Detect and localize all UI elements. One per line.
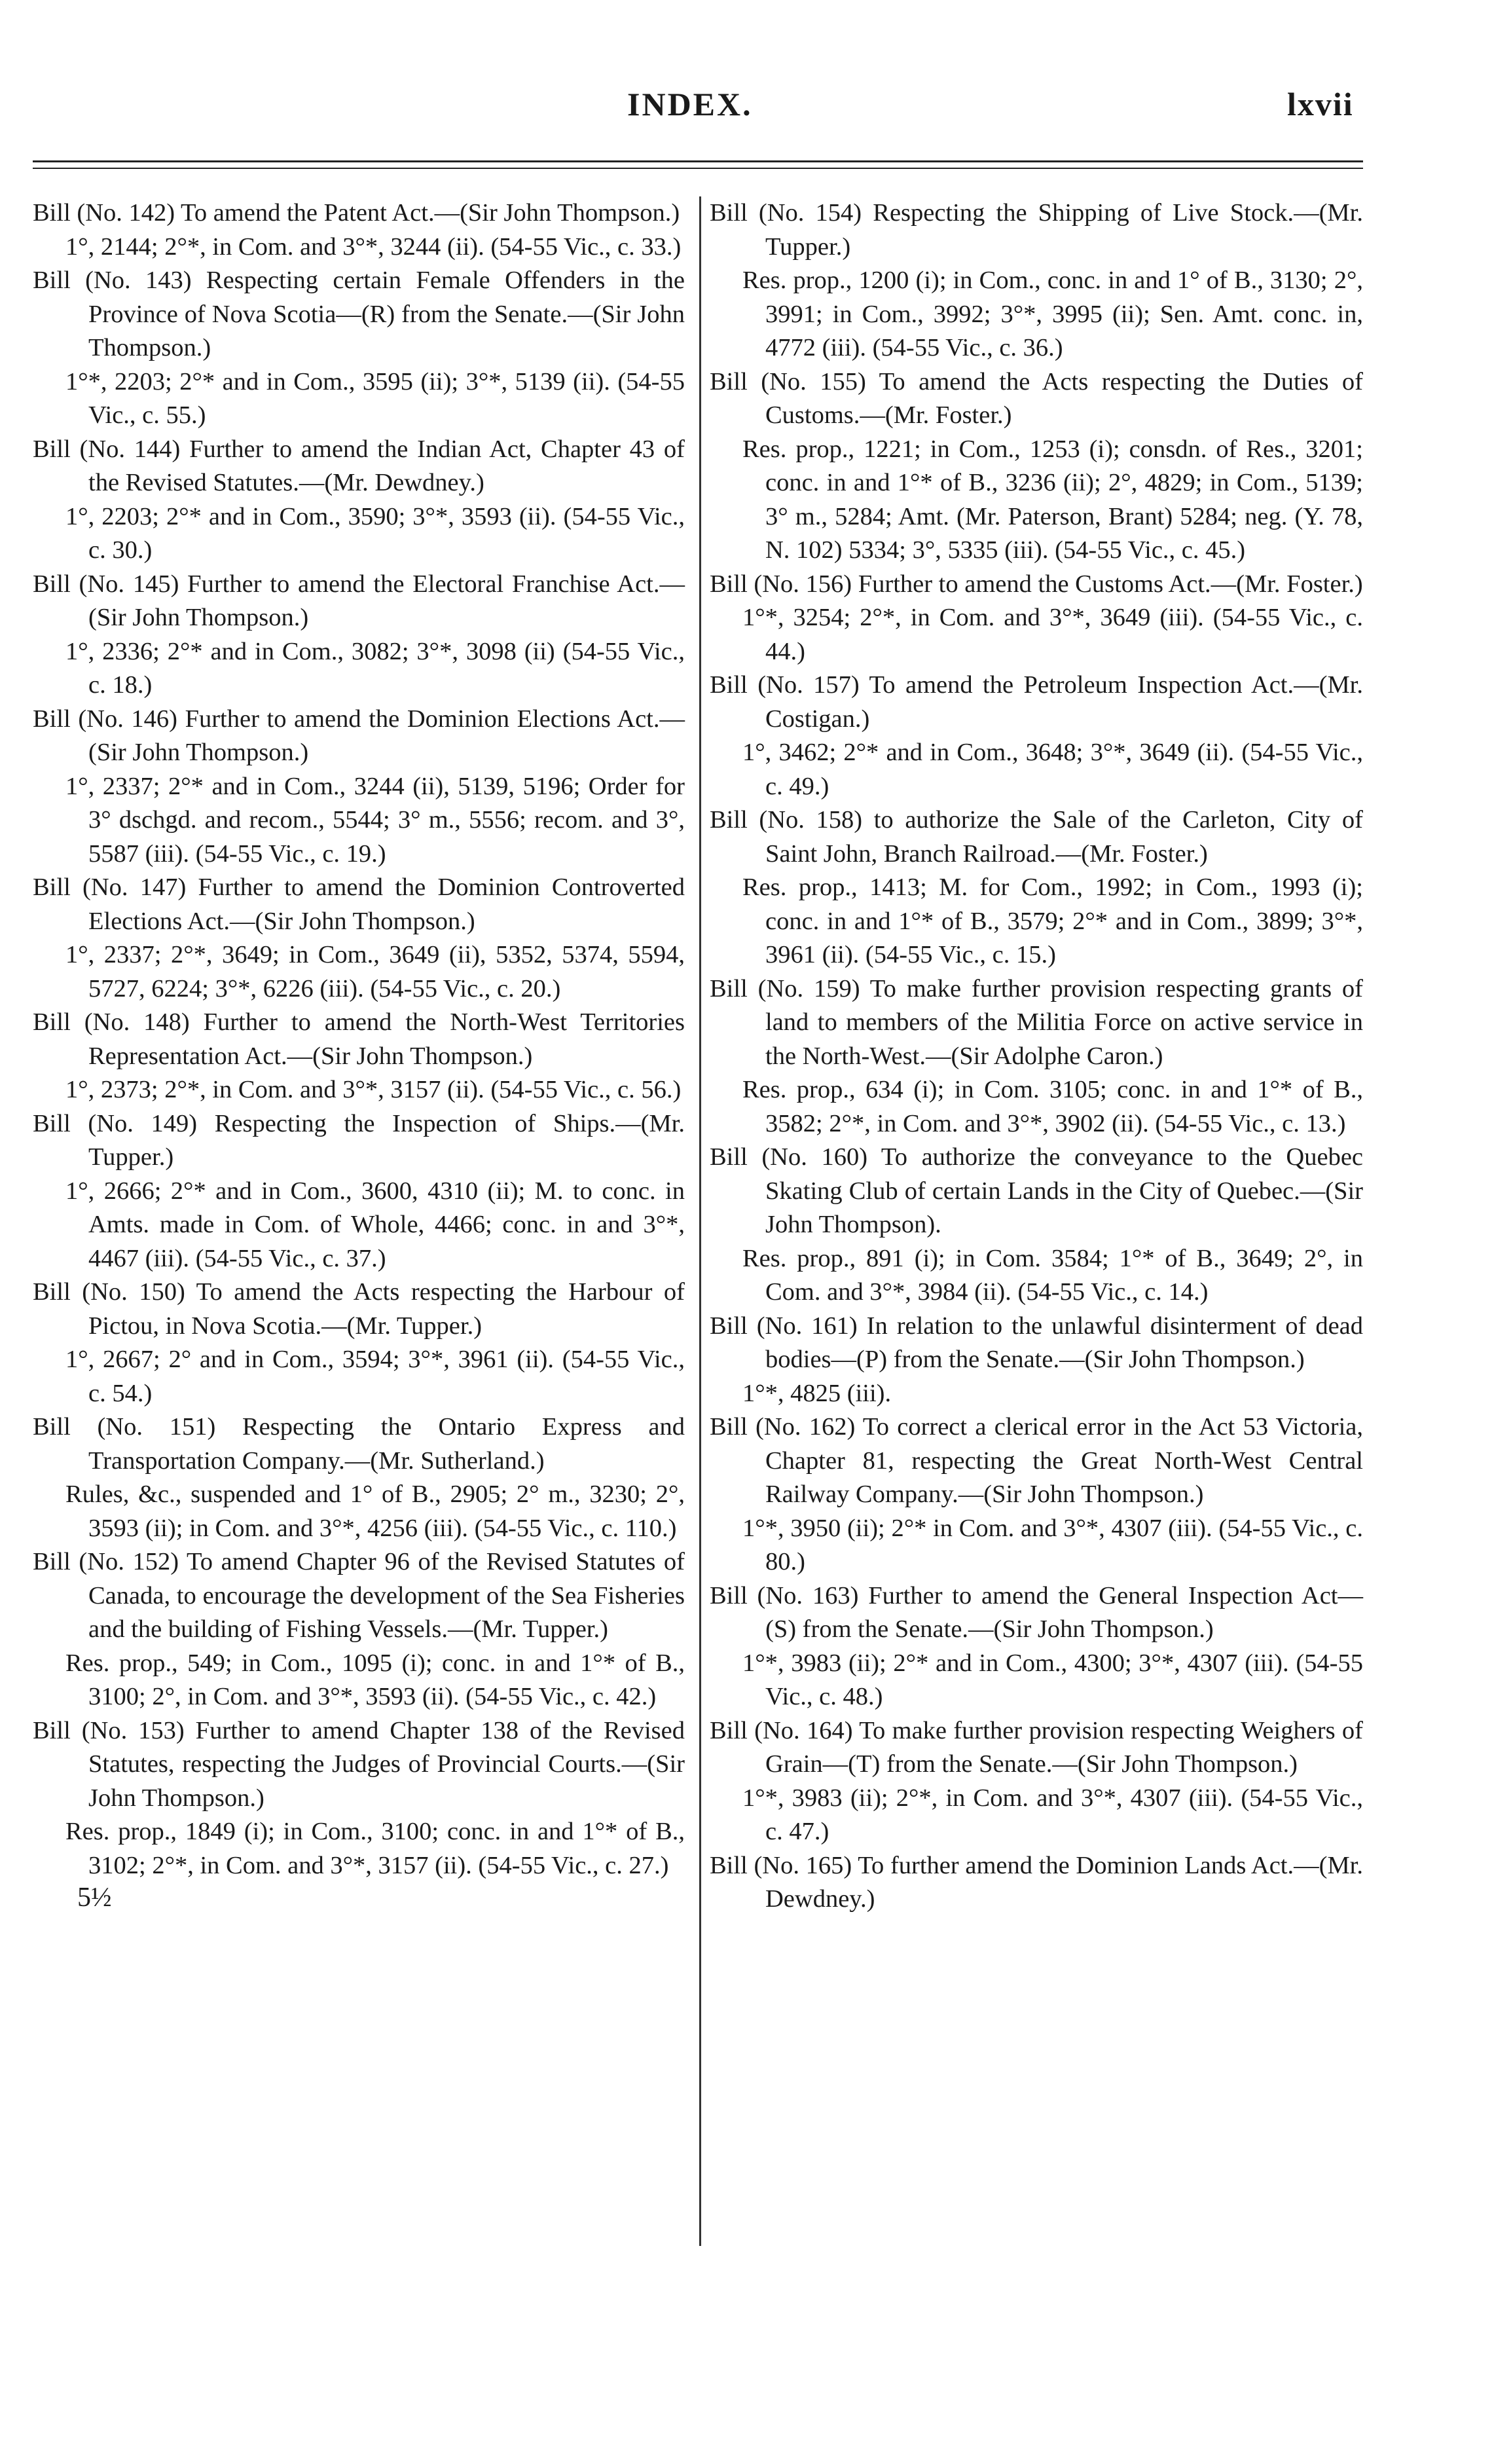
- entry-detail: Res. prop., 1413; M. for Com., 1992; in Com., 1993 (i); conc. in and 1°* of B., 3579; 2°* and in Com., 3899; 3°*, 3961 (ii). (54-55 Vic., c. 15.): [742, 873, 1363, 968]
- entry-detail: 1°, 2336; 2°* and in Com., 3082; 3°*, 3098 (ii) (54-55 Vic., c. 18.): [65, 637, 685, 699]
- entry-title: Bill (No. 160) To authorize the conveyance to the Quebec Skating Club of certain Lands in the City of Quebec.—(Sir John Thompson).: [710, 1143, 1363, 1238]
- index-entry: [33, 1276, 685, 1410]
- entry-title: Bill (No. 150) To amend the Acts respecting the Harbour of Pictou, in Nova Scotia.—(Mr. Tupper.): [33, 1278, 685, 1340]
- entry-title: Bill (No. 147) Further to amend the Dominion Controverted Elections Act.—(Sir John Thompson.): [33, 873, 685, 935]
- header-rule-top: [33, 160, 1363, 162]
- entry-title: Bill (No. 153) Further to amend Chapter 138 of the Revised Statutes, respecting the Judges of Provincial Courts.—(Sir John Thompson.): [33, 1716, 685, 1812]
- index-entry: [33, 1545, 685, 1714]
- entry-title: Bill (No. 142) To amend the Patent Act.—(Sir John Thompson.): [33, 199, 680, 227]
- entry-title: Bill (No. 158) to authorize the Sale of the Carleton, City of Saint John, Branch Railroad.—(Mr. Foster.): [710, 806, 1363, 868]
- entry-title: Bill (No. 165) To further amend the Dominion Lands Act.—(Mr. Dewdney.): [710, 1851, 1363, 1913]
- entry-title: Bill (No. 161) In relation to the unlawful disinterment of dead bodies—(P) from the Senate.—(Sir John Thompson.): [710, 1312, 1363, 1373]
- entry-detail: 1°*, 3950 (ii); 2°* in Com. and 3°*, 4307 (iii). (54-55 Vic., c. 80.): [742, 1514, 1363, 1575]
- index-entry: [710, 1714, 1363, 1849]
- page-number: lxvii: [1287, 86, 1354, 122]
- page-title: INDEX.: [627, 86, 753, 122]
- entry-detail: 1°, 2144; 2°*, in Com. and 3°*, 3244 (ii). (54-55 Vic., c. 33.): [65, 232, 682, 261]
- entry-detail: Res. prop., 549; in Com., 1095 (i); conc. in and 1°* of B., 3100; 2°, in Com. and 3°*, 3593 (ii). (54-55 Vic., c. 42.): [65, 1649, 685, 1710]
- index-entry: [710, 196, 1363, 365]
- entry-detail: 1°, 2666; 2°* and in Com., 3600, 4310 (ii); M. to conc. in Amts. made in Com. of Whole, 4466; conc. in and 3°*, 4467 (iii). (54-55 Vic., c. 37.): [65, 1177, 685, 1272]
- entry-detail: Res. prop., 891 (i); in Com. 3584; 1°* of B., 3649; 2°, in Com. and 3°*, 3984 (ii). (54-55 Vic., c. 14.): [742, 1244, 1363, 1306]
- entry-detail: Res. prop., 634 (i); in Com. 3105; conc. in and 1°* of B., 3582; 2°*, in Com. and 3°*, 3902 (ii). (54-55 Vic., c. 13.): [742, 1076, 1363, 1137]
- index-entry: [710, 1849, 1363, 1917]
- entry-title: Bill (No. 145) Further to amend the Electoral Franchise Act.—(Sir John Thompson.): [33, 570, 685, 631]
- entry-detail: Rules, &c., suspended and 1° of B., 2905; 2° m., 3230; 2°, 3593 (ii); in Com. and 3°*, 4256 (iii). (54-55 Vic., c. 110.): [65, 1480, 685, 1542]
- index-entry: [33, 703, 685, 872]
- index-entry: [33, 1006, 685, 1107]
- index-entry: [710, 1310, 1363, 1411]
- index-entry: [33, 1107, 685, 1276]
- entry-detail: Res. prop., 1200 (i); in Com., conc. in and 1° of B., 3130; 2°, 3991; in Com., 3992; 3°*, 3995 (ii); Sen. Amt. conc. in, 4772 (iii). (54-55 Vic., c. 36.): [742, 267, 1363, 361]
- entry-detail: 1°*, 3254; 2°*, in Com. and 3°*, 3649 (iii). (54-55 Vic., c. 44.): [742, 604, 1363, 665]
- page-header: [0, 0, 1494, 170]
- index-entry: [33, 1410, 685, 1545]
- index-entry: [710, 669, 1363, 803]
- entry-title: Bill (No. 146) Further to amend the Dominion Elections Act.—(Sir John Thompson.): [33, 705, 685, 766]
- entry-detail: 1°, 2203; 2°* and in Com., 3590; 3°*, 3593 (ii). (54-55 Vic., c. 30.): [65, 502, 685, 564]
- entry-title: Bill (No. 151) Respecting the Ontario Express and Transportation Company.—(Mr. Sutherland.): [33, 1413, 685, 1475]
- entry-title: Bill (No. 163) Further to amend the General Inspection Act—(S) from the Senate.—(Sir John Thompson.): [710, 1581, 1363, 1643]
- entry-title: Bill (No. 157) To amend the Petroleum Inspection Act.—(Mr. Costigan.): [710, 671, 1363, 733]
- entry-detail: 1°, 2337; 2°*, 3649; in Com., 3649 (ii), 5352, 5374, 5594, 5727, 6224; 3°*, 6226 (iii). (54-55 Vic., c. 20.): [65, 941, 685, 1002]
- entry-title: Bill (No. 154) Respecting the Shipping of Live Stock.—(Mr. Tupper.): [710, 199, 1363, 261]
- entry-title: Bill (No. 152) To amend Chapter 96 of the Revised Statutes of Canada, to encourage the development of the Sea Fisheries and the building of Fishing Vessels.—(Mr. Tupper.): [33, 1548, 685, 1643]
- index-entry: [710, 1579, 1363, 1714]
- index-entry: [33, 196, 685, 264]
- entry-detail: 1°, 2337; 2°* and in Com., 3244 (ii), 5139, 5196; Order for 3° dschgd. and recom., 5544; 3° m., 5556; recom. and 3°, 5587 (iii). (54-55 Vic., c. 19.): [65, 772, 685, 868]
- entry-title: Bill (No. 156) Further to amend the Customs Act.—(Mr. Foster.): [710, 570, 1363, 598]
- index-entry: [710, 803, 1363, 972]
- entry-title: Bill (No. 148) Further to amend the North-West Territories Representation Act.—(Sir John Thompson.): [33, 1008, 685, 1070]
- header-rule-bottom: [33, 168, 1363, 169]
- right-column: [710, 196, 1363, 1917]
- index-entry: [33, 433, 685, 568]
- entry-detail: 1°*, 4825 (iii).: [742, 1379, 892, 1407]
- index-entry: [710, 1410, 1363, 1579]
- index-entry: [710, 972, 1363, 1141]
- entry-detail: Res. prop., 1849 (i); in Com., 3100; conc. in and 1°* of B., 3102; 2°*, in Com. and 3°*, 3157 (ii). (54-55 Vic., c. 27.): [65, 1818, 685, 1879]
- entry-detail: 1°, 2373; 2°*, in Com. and 3°*, 3157 (ii). (54-55 Vic., c. 56.): [65, 1076, 682, 1103]
- entry-detail: 1°*, 2203; 2°* and in Com., 3595 (ii); 3°*, 5139 (ii). (54-55 Vic., c. 55.): [65, 367, 685, 429]
- entry-title: Bill (No. 144) Further to amend the Indian Act, Chapter 43 of the Revised Statutes.—(Mr. Dewdney.): [33, 435, 685, 496]
- index-entry: [33, 264, 685, 433]
- index-entry: [33, 871, 685, 1006]
- entry-detail: 1°, 3462; 2°* and in Com., 3648; 3°*, 3649 (ii). (54-55 Vic., c. 49.): [742, 739, 1363, 800]
- entry-detail: 1°, 2667; 2° and in Com., 3594; 3°*, 3961 (ii). (54-55 Vic., c. 54.): [65, 1346, 685, 1407]
- index-entry: [33, 568, 685, 703]
- entry-detail: 1°*, 3983 (ii); 2°*, in Com. and 3°*, 4307 (iii). (54-55 Vic., c. 47.): [742, 1784, 1363, 1845]
- index-entry: [33, 1714, 685, 1883]
- entry-detail: Res. prop., 1221; in Com., 1253 (i); consdn. of Res., 3201; conc. in and 1°* of B., 3236 (ii); 2°, 4829; in Com., 5139; 3° m., 5284; Amt. (Mr. Paterson, Brant) 5284; neg. (Y. 78, N. 102) 5334; 3°, 5335 (iii). (54-55 Vic., c. 45.): [742, 435, 1363, 564]
- index-entry: [710, 568, 1363, 669]
- entry-title: Bill (No. 143) Respecting certain Female Offenders in the Province of Nova Scotia—(R) from the Senate.—(Sir John Thompson.): [33, 267, 685, 361]
- entry-detail: 1°*, 3983 (ii); 2°* and in Com., 4300; 3°*, 4307 (iii). (54-55 Vic., c. 48.): [742, 1649, 1363, 1710]
- entry-title: Bill (No. 155) To amend the Acts respecting the Duties of Customs.—(Mr. Foster.): [710, 367, 1363, 429]
- index-entry: [710, 1141, 1363, 1310]
- left-column: [33, 196, 685, 1913]
- entry-title: Bill (No. 164) To make further provision respecting Weighers of Grain—(T) from the Senate.—(Sir John Thompson.): [710, 1716, 1363, 1778]
- entry-title: Bill (No. 159) To make further provision respecting grants of land to members of the Militia Force on active service in the North-West.—(Sir Adolphe Caron.): [710, 974, 1363, 1070]
- signature-mark: 5½: [77, 1883, 112, 1913]
- entry-title: Bill (No. 149) Respecting the Inspection of Ships.—(Mr. Tupper.): [33, 1109, 685, 1171]
- column-divider: [699, 196, 701, 2246]
- entry-title: Bill (No. 162) To correct a clerical error in the Act 53 Victoria, Chapter 81, respecting the Great North-West Central Railway Company.—(Sir John Thompson.): [710, 1413, 1363, 1508]
- index-entry: [710, 365, 1363, 568]
